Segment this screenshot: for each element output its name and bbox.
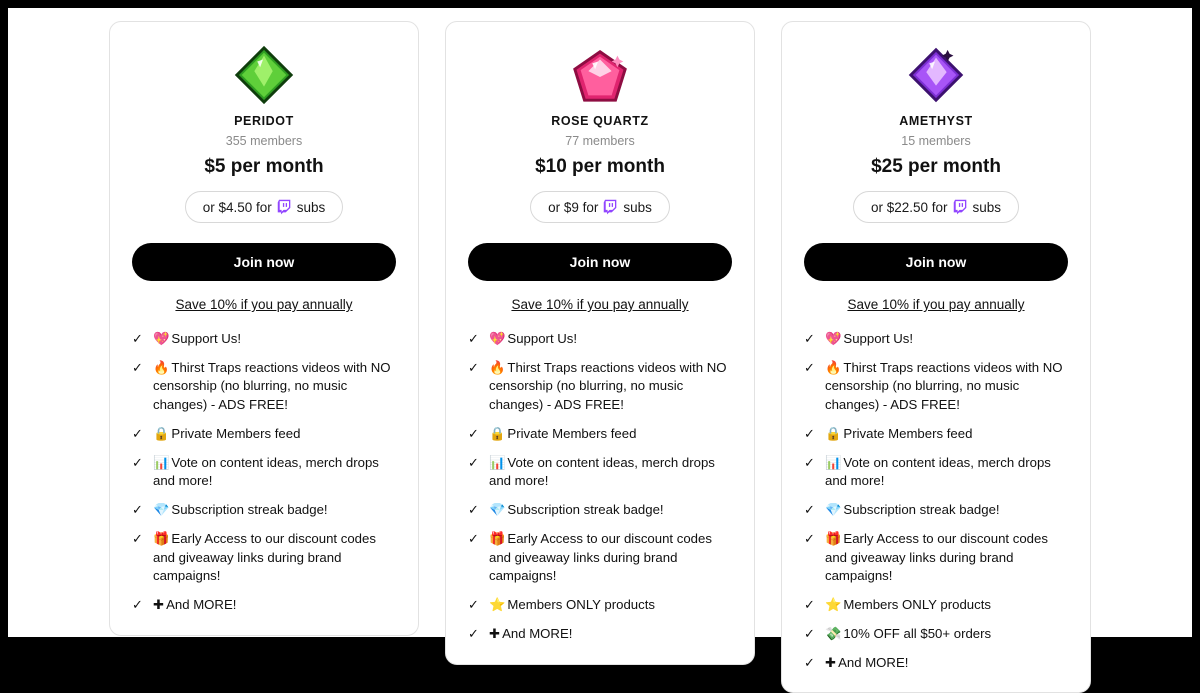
perk-emoji: 💸: [825, 625, 842, 641]
perk-emoji: 🎁: [153, 530, 170, 546]
check-icon: ✓: [132, 425, 143, 441]
check-icon: ✓: [804, 331, 815, 346]
perk-list: [468, 330, 732, 644]
perk-text: 🎁 Early Access to our discount codes and giveaway links during brand campaigns!: [489, 530, 712, 584]
perk-item: [804, 530, 1068, 586]
peridot-gem-icon: [233, 44, 295, 106]
perk-text: 💎 Subscription streak badge!: [825, 502, 1000, 518]
perk-emoji: 🔥: [825, 359, 842, 375]
alt-price-prefix: or $4.50 for: [202, 199, 272, 215]
perk-item: [804, 501, 1068, 520]
tier-member-count: 355 members: [225, 134, 303, 148]
tier-name: ROSE QUARTZ: [551, 114, 649, 128]
check-icon: ✓: [804, 454, 815, 470]
alt-price-suffix: subs: [623, 199, 652, 215]
tier-member-count: 77 members: [565, 134, 635, 148]
perk-text: 💸 10% OFF all $50+ orders: [825, 625, 992, 641]
perk-item: [804, 330, 1068, 349]
perk-emoji: ✚: [489, 625, 501, 641]
check-icon: ✓: [804, 625, 815, 641]
perk-emoji: 🎁: [489, 530, 506, 546]
check-icon: ✓: [132, 597, 143, 613]
tier-card-rose-quartz[interactable]: [445, 21, 755, 665]
check-icon: ✓: [468, 454, 479, 470]
perk-text: 📊 Vote on content ideas, merch drops and more!: [153, 454, 379, 489]
perk-emoji: ⭐: [825, 597, 842, 613]
perk-item: [468, 596, 732, 615]
check-icon: ✓: [804, 425, 815, 441]
check-icon: ✓: [468, 597, 479, 613]
save-annually-link[interactable]: Save 10% if you pay annually: [847, 297, 1025, 312]
perk-item: [468, 454, 732, 491]
perk-text: ⭐ Members ONLY products: [825, 597, 991, 613]
perk-text: 💖 Support Us!: [489, 331, 578, 346]
rose-quartz-gem-icon: [569, 44, 631, 106]
join-now-button[interactable]: Join now: [804, 243, 1068, 281]
perk-emoji: ✚: [153, 597, 165, 613]
perk-item: [468, 625, 732, 644]
perk-item: [132, 330, 396, 349]
alt-price-prefix: or $9 for: [548, 199, 599, 215]
join-now-button[interactable]: Join now: [132, 243, 396, 281]
perk-item: [468, 530, 732, 586]
check-icon: ✓: [804, 597, 815, 613]
tier-card-peridot[interactable]: [109, 21, 419, 636]
amethyst-gem-icon: [905, 44, 967, 106]
perk-emoji: 💎: [825, 502, 842, 518]
check-icon: ✓: [132, 530, 143, 546]
perk-item: [132, 530, 396, 586]
perk-text: 💎 Subscription streak badge!: [153, 502, 328, 518]
perk-text: 💎 Subscription streak badge!: [489, 502, 664, 518]
perk-emoji: 🔒: [489, 425, 506, 441]
perk-emoji: 🔒: [825, 425, 842, 441]
tier-name: PERIDOT: [234, 114, 294, 128]
twitch-icon: [603, 199, 618, 215]
check-icon: ✓: [132, 359, 143, 375]
check-icon: ✓: [468, 625, 479, 641]
perk-list: [132, 330, 396, 615]
check-icon: ✓: [804, 502, 815, 518]
perk-emoji: 💎: [489, 502, 506, 518]
perk-text: 🔥 Thirst Traps reactions videos with NO censorship (no blurring, no music changes) - ADS FREE!: [153, 359, 391, 413]
perk-emoji: 💖: [153, 331, 170, 346]
check-icon: ✓: [468, 502, 479, 518]
perk-item: [804, 454, 1068, 491]
check-icon: ✓: [468, 331, 479, 346]
perk-emoji: 📊: [825, 454, 842, 470]
perk-list: [804, 330, 1068, 672]
perk-item: [132, 425, 396, 444]
tier-price: $25 per month: [871, 156, 1001, 177]
perk-text: 💖 Support Us!: [825, 331, 914, 346]
tier-price: $5 per month: [204, 156, 324, 177]
perk-text: 🔒 Private Members feed: [825, 425, 973, 441]
perk-text: 🔥 Thirst Traps reactions videos with NO censorship (no blurring, no music changes) - ADS FREE!: [825, 359, 1063, 413]
check-icon: ✓: [132, 454, 143, 470]
perk-emoji: 📊: [153, 454, 170, 470]
perk-emoji: 🎁: [825, 530, 842, 546]
perk-text: ✚ And MORE!: [825, 654, 909, 670]
check-icon: ✓: [468, 425, 479, 441]
tier-alt-price: [853, 191, 1019, 223]
tier-price: $10 per month: [535, 156, 665, 177]
tier-card-amethyst[interactable]: [781, 21, 1091, 693]
tier-member-count: 15 members: [901, 134, 971, 148]
perk-item: [132, 454, 396, 491]
perk-emoji: 🔥: [489, 359, 506, 375]
perk-item: [132, 359, 396, 415]
perk-emoji: 🔒: [153, 425, 170, 441]
tier-alt-price: [530, 191, 670, 223]
perk-text: 📊 Vote on content ideas, merch drops and more!: [489, 454, 715, 489]
perk-text: ⭐ Members ONLY products: [489, 597, 655, 613]
perk-item: [468, 425, 732, 444]
perk-text: 🔥 Thirst Traps reactions videos with NO censorship (no blurring, no music changes) - ADS FREE!: [489, 359, 727, 413]
twitch-icon: [277, 199, 292, 215]
join-now-button[interactable]: Join now: [468, 243, 732, 281]
perk-item: [804, 425, 1068, 444]
perk-emoji: 💖: [489, 331, 506, 346]
alt-price-suffix: subs: [972, 199, 1002, 215]
save-annually-link[interactable]: Save 10% if you pay annually: [511, 297, 689, 312]
perk-item: [468, 359, 732, 415]
check-icon: ✓: [132, 502, 143, 518]
check-icon: ✓: [804, 654, 815, 670]
perk-item: [468, 330, 732, 349]
perk-item: [468, 501, 732, 520]
tier-alt-price: [185, 191, 344, 223]
perk-item: [804, 596, 1068, 615]
check-icon: ✓: [804, 530, 815, 546]
perk-emoji: 📊: [489, 454, 506, 470]
twitch-icon: [953, 199, 968, 215]
tier-list: [8, 8, 1192, 693]
perk-item: [804, 359, 1068, 415]
perk-text: ✚ And MORE!: [153, 597, 237, 613]
perk-text: 📊 Vote on content ideas, merch drops and more!: [825, 454, 1051, 489]
tier-name: AMETHYST: [899, 114, 973, 128]
perk-emoji: 🔥: [153, 359, 170, 375]
perk-text: 🔒 Private Members feed: [153, 425, 301, 441]
perk-text: 🎁 Early Access to our discount codes and giveaway links during brand campaigns!: [825, 530, 1048, 584]
perk-item: [804, 625, 1068, 644]
perk-item: [804, 654, 1068, 673]
check-icon: ✓: [468, 359, 479, 375]
perk-emoji: ✚: [825, 654, 837, 670]
perk-text: 🎁 Early Access to our discount codes and giveaway links during brand campaigns!: [153, 530, 376, 584]
perk-text: 💖 Support Us!: [153, 331, 242, 346]
save-annually-link[interactable]: Save 10% if you pay annually: [175, 297, 353, 312]
perk-text: 🔒 Private Members feed: [489, 425, 637, 441]
perk-item: [132, 596, 396, 615]
pricing-page: [8, 8, 1192, 670]
check-icon: ✓: [132, 331, 143, 346]
alt-price-prefix: or $22.50 for: [870, 199, 948, 215]
perk-emoji: ⭐: [489, 597, 506, 613]
perk-emoji: 💎: [153, 502, 170, 518]
perk-item: [132, 501, 396, 520]
check-icon: ✓: [468, 530, 479, 546]
check-icon: ✓: [804, 359, 815, 375]
perk-emoji: 💖: [825, 331, 842, 346]
alt-price-suffix: subs: [296, 199, 326, 215]
perk-text: ✚ And MORE!: [489, 625, 573, 641]
